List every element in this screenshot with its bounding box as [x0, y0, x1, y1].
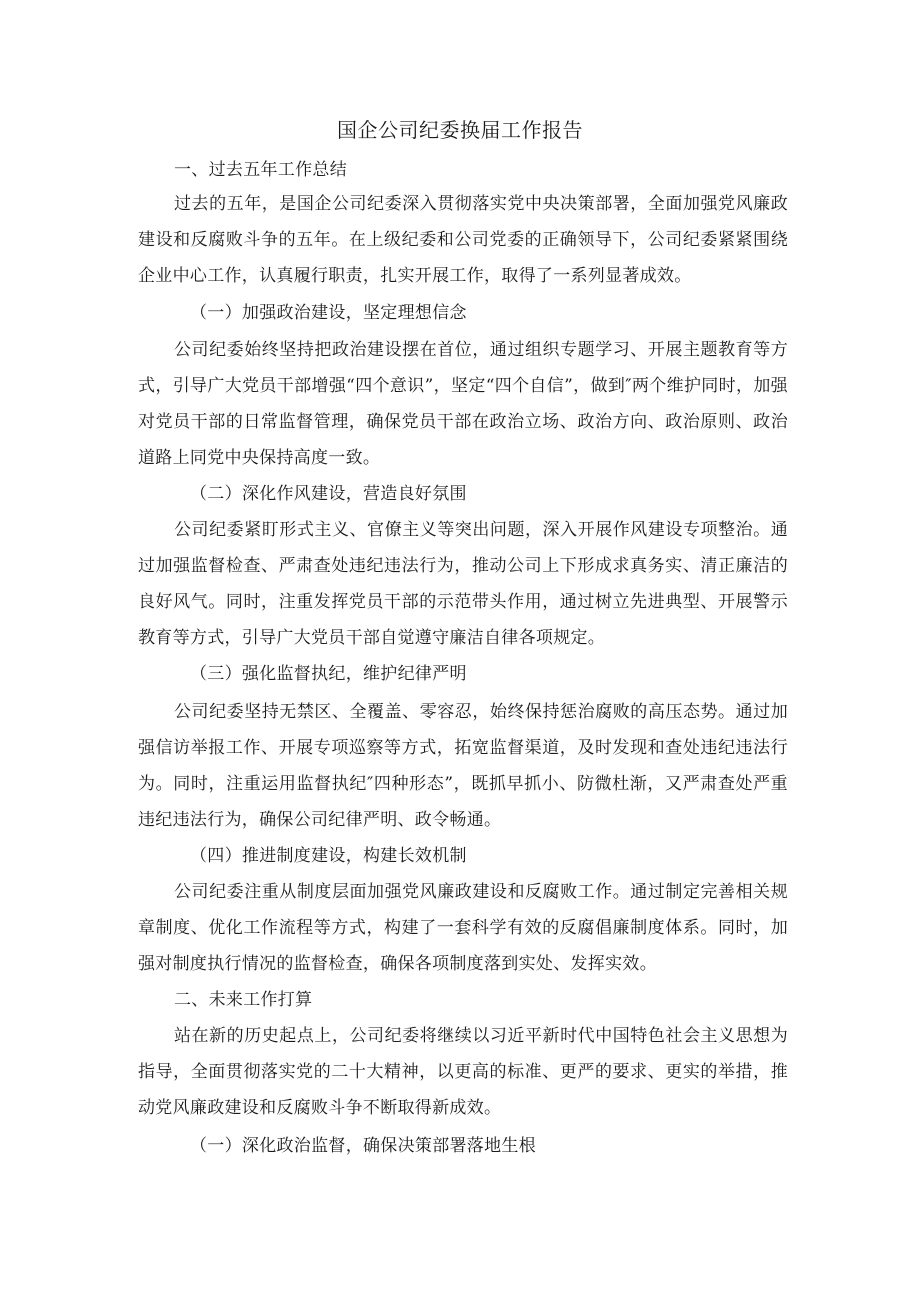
heading-text: （一）深化政治监督，确保决策部署落地生根 [190, 1136, 536, 1156]
paragraph-text: 公司纪委始终坚持把政治建设摆在首位，通过组织专题学习、开展主题教育等方式，引导广大党员干部增强“四个意识”，坚定“四个自信”，做到″两个维护同时，加强对党员干部的日常监督管理，确保党员干部在政治立场、政治方向、政治原则、政治道路上同党中央保持高度一致。 [138, 340, 788, 468]
paragraph-text: 公司纪委紧盯形式主义、官僚主义等突出问题，深入开展作风建设专项整治。通过加强监督检查、严肃查处违纪违法行为，推动公司上下形成求真务实、清正廉洁的良好风气。同时，注重发挥党员干部的示范带头作用，通过树立先进典型、开展警示教育等方式，引导广大党员干部自觉遵守廉洁自律各项规定。 [138, 520, 788, 648]
sub3-heading [138, 656, 788, 692]
sub1-body [138, 332, 788, 476]
paragraph-text: 过去的五年，是国企公司纪委深入贯彻落实党中央决策部署，全面加强党风廉政建设和反腐败斗争的五年。在上级纪委和公司党委的正确领导下，公司纪委紧紧围绕企业中心工作，认真履行职责，扎实开展工作，取得了一系列显著成效。 [138, 194, 788, 286]
sub2-body [138, 512, 788, 656]
section2-intro [138, 1018, 788, 1126]
paragraph-text: 公司纪委坚持无禁区、全覆盖、零容忍，始终保持惩治腐败的高压态势。通过加强信访举报工作、开展专项巡察等方式，拓宽监督渠道，及时发现和查处违纪违法行为。同时，注重运用监督执纪″四种形态”，既抓早抓小、防微杜渐，又严肃查处严重违纪违法行为，确保公司纪律严明、政令畅通。 [138, 702, 788, 830]
heading-text: （四）推进制度建设，构建长效机制 [190, 846, 467, 866]
paragraph-text: 公司纪委注重从制度层面加强党风廉政建设和反腐败工作。通过制定完善相关规章制度、优化工作流程等方式，构建了一套科学有效的反腐倡廉制度体系。同时，加强对制度执行情况的监督检查，确保各项制度落到实处、发挥实效。 [138, 882, 788, 974]
sub5-heading [138, 1128, 788, 1164]
section1-intro [138, 186, 788, 294]
section1-heading [138, 152, 788, 188]
heading-text: （二）深化作风建设，营造良好氛围 [190, 484, 467, 504]
document-title: 国企公司纪委换届工作报告 [337, 118, 583, 142]
sub2-heading [138, 476, 788, 512]
heading-text: 一、过去五年工作总结 [174, 160, 347, 180]
section2-heading [138, 982, 788, 1018]
heading-text: （三）强化监督执纪，维护纪律严明 [190, 664, 467, 684]
sub4-body [138, 874, 788, 982]
sub1-heading [138, 295, 788, 331]
sub3-body [138, 694, 788, 838]
heading-text: （一）加强政治建设，坚定理想信念 [190, 303, 467, 323]
heading-text: 二、未来工作打算 [174, 990, 313, 1010]
sub4-heading [138, 838, 788, 874]
paragraph-text: 站在新的历史起点上，公司纪委将继续以习近平新时代中国特色社会主义思想为指导，全面贯彻落实党的二十大精神，以更高的标准、更严的要求、更实的举措，推动党风廉政建设和反腐败斗争不断取得新成效。 [138, 1026, 788, 1118]
